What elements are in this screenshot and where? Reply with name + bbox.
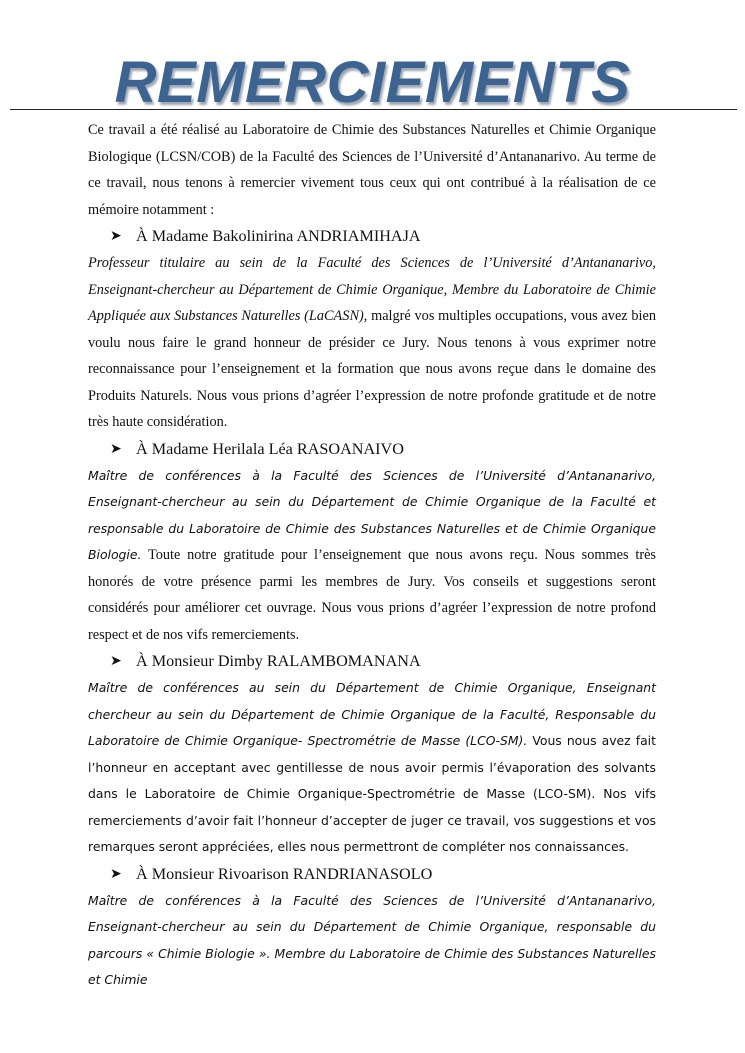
section-heading-2 [88,436,656,463]
arrowhead-right-icon: ➤ [110,866,122,882]
heading-text: À Monsieur Dimby RALAMBOMANANA [136,652,421,670]
section-paragraph-2 [88,463,656,649]
intro-paragraph: Ce travail a été réalisé au Laboratoire de Chimie des Substances Naturelles et Chimie Organique Biologique (LCSN/COB) de la Faculté des Sciences de l’Université d’Antananarivo. Au terme de ce travail, nous tenons à remercier vivement tous ceux qui ont contribué à la réalisation de ce mémoire notamment : [88,122,656,218]
arrowhead-right-icon: ➤ [110,654,122,669]
document-body [88,117,656,994]
heading-text: À Madame Bakolinirina ANDRIAMIHAJA [136,227,421,245]
role-description: Maître de conférences à la Faculté des Sciences de l’Université d’Antananarivo, Enseignant-chercheur au sein du Département de Chimie Organique, responsable du parcours « Chimie Biologie ». Membre du Laboratoire de Chimie des Substances Naturelles et Chimie [88,892,656,987]
role-description: Maître de conférences au sein du Département de Chimie Organique, Enseignant chercheur au sein du Département de Chimie Organique de la Faculté, Responsable du Laboratoire de Chimie Organique- Spectrométrie de Masse (LCO-SM). [88,680,656,748]
role-description: Maître de conférences à la Faculté des Sciences de l’Université d’Antananarivo, Enseignant-chercheur au sein du Département de Chimie Organique de la Faculté et responsable du Laboratoire de Chimie des Substances Naturelles et de Chimie Organique Biologie. [88,467,656,562]
heading-text: À Madame Herilala Léa RASOANAIVO [136,439,404,458]
heading-text: À Monsieur Rivoarison RANDRIANASOLO [136,864,433,883]
arrowhead-right-icon: ➤ [110,441,122,457]
section-paragraph-1 [88,250,656,436]
section-heading-1 [88,223,656,250]
section-paragraph-4 [88,888,656,994]
section-heading-3 [88,648,656,675]
thanks-text: malgré vos multiples occupations, vous avez bien voulu nous faire le grand honneur de présider ce Jury. Nous tenons à vous exprimer notre reconnaissance pour l’enseignement et la formation que nous avons reçue dans le domaine des Produits Naturels. Nous vous prions d’agréer l’expression de notre profonde gratitude et de notre très haute considération. [88,308,657,430]
thanks-text: Vous nous avez fait l’honneur en acceptant avec gentillesse de nous avoir permis l’évaporation des solvants dans le Laboratoire de Chimie Organique-Spectrométrie de Masse (LCO-SM). Nos vifs remerciements d’avoir fait l’honneur d’accepter de juger ce travail, vos suggestions et vos remarques seront appréciées, elles nous permettront de compléter nos connaissances. [88,733,656,854]
section-paragraph-3 [88,675,656,861]
page-title: REMERCIEMENTS [114,50,631,115]
title-underline [10,109,737,110]
thanks-text: Toute notre gratitude pour l’enseignement que nous avons reçu. Nous sommes très honorés de votre présence parmi les membres de Jury. Vos conseils et suggestions seront considérés pour améliorer cet ouvrage. Nous vous prions d’agréer l’expression de notre profond respect et de nos vifs remerciements. [88,547,656,643]
arrowhead-right-icon: ➤ [110,229,122,244]
role-description: Professeur titulaire au sein de la Faculté des Sciences de l’Université d’Antananarivo, Enseignant-chercheur au Département de Chimie Organique, Membre du Laboratoire de Chimie Appliquée aux Substances Naturelles (LaCASN), [88,255,656,324]
section-heading-4 [88,861,656,888]
